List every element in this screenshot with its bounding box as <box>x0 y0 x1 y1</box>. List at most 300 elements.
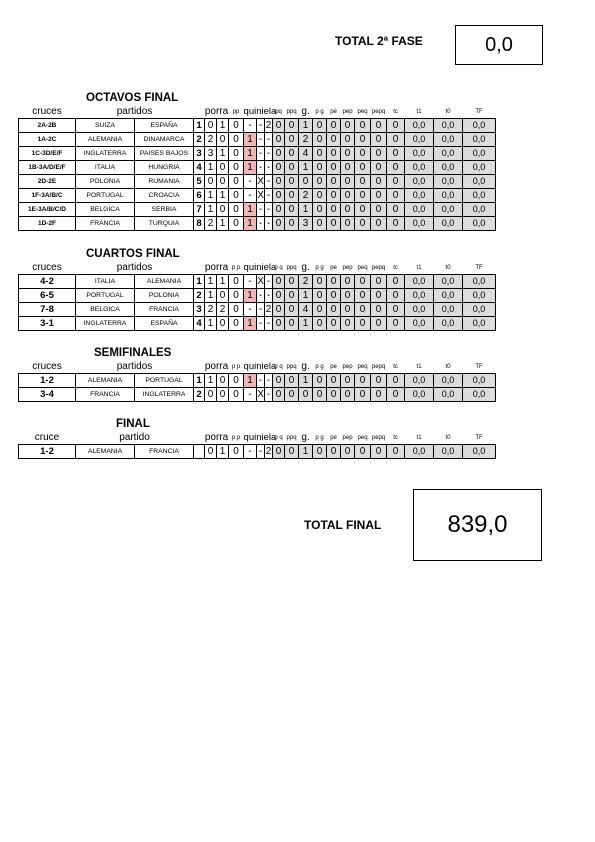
cell-tc: 0 <box>387 189 405 203</box>
cell-ppq: 0 <box>285 388 299 402</box>
cell-peq: 0 <box>355 303 371 317</box>
cruce-cell: 4-2 <box>19 275 76 289</box>
header-row <box>19 106 496 119</box>
home-team-cell: PORTUGAL <box>76 189 135 203</box>
header-pe: pe <box>330 265 337 271</box>
cell-q2: - <box>257 133 265 147</box>
cell-g: 1 <box>299 161 313 175</box>
porra-score-cell: 0 <box>205 175 217 189</box>
cell-pe: 0 <box>327 133 341 147</box>
match-number-cell: 1 <box>194 119 205 133</box>
cell-pepq: 0 <box>371 175 387 189</box>
cell-ppq: 0 <box>285 161 299 175</box>
table-row <box>19 203 496 217</box>
header-pe: pe <box>330 435 337 441</box>
cell-pg: 0 <box>313 119 327 133</box>
header-pp: pp <box>232 109 240 115</box>
header-partidos: partidos <box>116 262 153 273</box>
cell-pg: 0 <box>313 133 327 147</box>
cell-f3: 0,0 <box>463 303 496 317</box>
cell-f3: 0,0 <box>463 133 496 147</box>
header-ppq: ppq <box>286 265 297 271</box>
cell-g: 1 <box>299 203 313 217</box>
table-row <box>19 289 496 303</box>
header-TF: TF <box>475 364 483 370</box>
cell-pepq: 0 <box>371 445 387 459</box>
table-row <box>19 119 496 133</box>
cell-f2: 0,0 <box>434 189 463 203</box>
cell-pep: 0 <box>341 217 355 231</box>
cell-ppq: 0 <box>285 445 299 459</box>
header-pe: pe <box>330 109 337 115</box>
away-team-cell: FRANCIA <box>135 303 194 317</box>
header-porra: porra <box>204 361 229 372</box>
cell-ppq: 0 <box>285 203 299 217</box>
final-table <box>18 432 496 459</box>
table-row <box>19 374 496 388</box>
cell-pepq: 0 <box>371 161 387 175</box>
cell-pe: 0 <box>327 289 341 303</box>
cell-pp: 0 <box>229 275 244 289</box>
home-team-cell: INGLATERRA <box>76 317 135 331</box>
cell-q2: - <box>257 303 265 317</box>
cell-g: 2 <box>299 133 313 147</box>
header-pq-sp: p q <box>274 435 283 441</box>
header-ppq: ppq <box>286 435 297 441</box>
cell-pq: 0 <box>273 175 285 189</box>
header-pepq: pepq <box>371 109 386 115</box>
porra-score-cell: 0 <box>217 175 229 189</box>
match-number-cell: 2 <box>194 133 205 147</box>
cell-pq: 0 <box>273 147 285 161</box>
cell-f2: 0,0 <box>434 203 463 217</box>
match-number-cell: 4 <box>194 161 205 175</box>
cruce-cell: 1A-2C <box>19 133 76 147</box>
cell-pq: 0 <box>273 275 285 289</box>
header-blank <box>194 262 205 275</box>
cell-f1: 0,0 <box>405 161 434 175</box>
cell-f3: 0,0 <box>463 445 496 459</box>
porra-score-cell: 0 <box>217 133 229 147</box>
cell-pe: 0 <box>327 445 341 459</box>
cell-tc: 0 <box>387 203 405 217</box>
cell-tc: 0 <box>387 217 405 231</box>
header-pep: pep <box>342 364 353 370</box>
cell-f3: 0,0 <box>463 147 496 161</box>
cell-pe: 0 <box>327 161 341 175</box>
cell-q2: X <box>257 190 264 201</box>
away-team-cell: CROACIA <box>135 189 194 203</box>
cruce-cell: 1C-3D/E/F <box>19 147 76 161</box>
cell-f1: 0,0 <box>405 217 434 231</box>
porra-score-cell: 1 <box>205 374 217 388</box>
away-team-cell: FRANCIA <box>135 445 194 459</box>
semis-title: SEMIFINALES <box>94 347 172 359</box>
cell-f2: 0,0 <box>434 374 463 388</box>
cell-pq: 0 <box>273 317 285 331</box>
cell-q3: - <box>265 147 273 161</box>
cell-q3: - <box>265 175 273 189</box>
header-ppq: ppq <box>286 109 297 115</box>
cell-peq: 0 <box>355 289 371 303</box>
header-pp-sp: p p <box>231 265 241 271</box>
match-number-cell: 7 <box>194 203 205 217</box>
cell-q2: - <box>257 445 265 459</box>
cell-q3: - <box>265 189 273 203</box>
cell-tc: 0 <box>387 289 405 303</box>
cell-q2: - <box>257 119 265 133</box>
cell-q3: - <box>265 374 273 388</box>
header-t0: t0 <box>445 109 451 115</box>
table-row <box>19 147 496 161</box>
cruce-cell: 1-2 <box>19 374 76 388</box>
header-tc: tc <box>393 109 398 115</box>
cell-q1: - <box>244 119 257 133</box>
cell-pg: 0 <box>313 445 327 459</box>
porra-score-cell: 0 <box>205 445 217 459</box>
cell-f1: 0,0 <box>405 133 434 147</box>
cell-pp: 0 <box>229 388 244 402</box>
cell-q3: - <box>265 317 273 331</box>
cell-pe: 0 <box>327 275 341 289</box>
header-pep: pep <box>342 265 353 271</box>
cell-pg: 0 <box>313 189 327 203</box>
cruce-cell: 6-5 <box>19 289 76 303</box>
cell-ppq: 0 <box>285 147 299 161</box>
cell-f1: 0,0 <box>405 203 434 217</box>
cell-f1: 0,0 <box>405 303 434 317</box>
header-row <box>19 432 496 445</box>
cell-q1: 1 <box>244 217 257 231</box>
cruce-cell: 3-4 <box>19 388 76 402</box>
cell-pq: 0 <box>273 217 285 231</box>
cell-pg: 0 <box>313 175 327 189</box>
cell-pg: 0 <box>313 289 327 303</box>
cruce-cell: 1B-3A/D/E/F <box>19 161 76 175</box>
header-partidos: partidos <box>116 361 153 372</box>
away-team-cell: PAISES BAJOS <box>135 147 194 161</box>
porra-score-cell: 1 <box>217 147 229 161</box>
cell-pq: 0 <box>273 445 285 459</box>
cell-pg: 0 <box>313 388 327 402</box>
cell-pepq: 0 <box>371 203 387 217</box>
away-team-cell: ALEMANIA <box>135 275 194 289</box>
cell-f3: 0,0 <box>463 217 496 231</box>
cell-pq: 0 <box>273 388 285 402</box>
cell-f2: 0,0 <box>434 161 463 175</box>
cell-g: 1 <box>299 374 313 388</box>
header-pq-sp: p q <box>274 265 283 271</box>
cell-ppq: 0 <box>285 303 299 317</box>
match-number-cell: 2 <box>194 289 205 303</box>
porra-score-cell: 1 <box>205 189 217 203</box>
match-number-cell: 4 <box>194 317 205 331</box>
cell-f1: 0,0 <box>405 317 434 331</box>
octavos-table <box>18 106 496 231</box>
cell-ppq: 0 <box>285 175 299 189</box>
cell-pp: 0 <box>229 203 244 217</box>
cell-peq: 0 <box>355 388 371 402</box>
cell-peq: 0 <box>355 189 371 203</box>
cell-pp: 0 <box>229 217 244 231</box>
table-row <box>19 445 496 459</box>
cell-q3: - <box>265 203 273 217</box>
cell-peq: 0 <box>355 147 371 161</box>
cell-peq: 0 <box>355 217 371 231</box>
cell-g: 1 <box>299 317 313 331</box>
cell-pg: 0 <box>313 303 327 317</box>
cell-pep: 0 <box>341 388 355 402</box>
cell-q2: - <box>257 317 265 331</box>
cell-pe: 0 <box>327 317 341 331</box>
cell-q3: - <box>265 275 273 289</box>
cell-q3: 2 <box>265 304 272 315</box>
porra-score-cell: 1 <box>217 119 229 133</box>
cell-f1: 0,0 <box>405 445 434 459</box>
header-partido: partido <box>119 432 150 443</box>
cell-pep: 0 <box>341 147 355 161</box>
cell-pepq: 0 <box>371 133 387 147</box>
home-team-cell: PORTUGAL <box>76 289 135 303</box>
match-number-cell: 2 <box>194 388 205 402</box>
cruce-cell: 1F-3A/B/C <box>19 189 76 203</box>
cell-tc: 0 <box>387 133 405 147</box>
away-team-cell: INGLATERRA <box>135 388 194 402</box>
cell-f3: 0,0 <box>463 119 496 133</box>
cell-pg: 0 <box>313 374 327 388</box>
cell-f1: 0,0 <box>405 175 434 189</box>
cell-f2: 0,0 <box>434 275 463 289</box>
cell-f1: 0,0 <box>405 119 434 133</box>
cell-f2: 0,0 <box>434 388 463 402</box>
cell-pg: 0 <box>313 317 327 331</box>
porra-score-cell: 0 <box>217 374 229 388</box>
header-pq: pq <box>275 109 282 115</box>
header-g: g. <box>301 262 310 273</box>
header-peq: peq <box>357 265 368 271</box>
cell-pq: 0 <box>273 303 285 317</box>
cell-tc: 0 <box>387 119 405 133</box>
cell-g: 2 <box>299 189 313 203</box>
cell-pp: 0 <box>229 374 244 388</box>
away-team-cell: TURQUIA <box>135 217 194 231</box>
cell-q1: - <box>244 175 257 189</box>
home-team-cell: BELGICA <box>76 203 135 217</box>
final-title: FINAL <box>116 418 150 430</box>
cell-f1: 0,0 <box>405 275 434 289</box>
cell-ppq: 0 <box>285 119 299 133</box>
header-porra: porra <box>204 262 229 273</box>
home-team-cell: FRANCIA <box>76 217 135 231</box>
cell-q1: 1 <box>244 161 257 175</box>
porra-score-cell: 2 <box>205 217 217 231</box>
away-team-cell: ESPAÑA <box>135 317 194 331</box>
cell-f3: 0,0 <box>463 189 496 203</box>
cruce-cell: 1E-3A/B/C/D <box>19 203 76 217</box>
header-g: g. <box>301 432 310 443</box>
home-team-cell: SUIZA <box>76 119 135 133</box>
porra-score-cell: 1 <box>217 445 229 459</box>
porra-score-cell: 0 <box>217 203 229 217</box>
header-pp-sp: p p <box>231 364 241 370</box>
porra-score-cell: 0 <box>205 388 217 402</box>
porra-score-cell: 0 <box>217 317 229 331</box>
cell-f2: 0,0 <box>434 217 463 231</box>
match-number-cell: 3 <box>194 147 205 161</box>
cell-q3: - <box>265 133 273 147</box>
cell-f2: 0,0 <box>434 175 463 189</box>
header-g: g. <box>301 106 310 117</box>
match-number-cell: 3 <box>194 303 205 317</box>
header-quiniela: quiniela <box>243 432 277 443</box>
home-team-cell: ALEMANIA <box>76 133 135 147</box>
cell-pp: 0 <box>229 317 244 331</box>
cell-pg: 0 <box>313 147 327 161</box>
header-tc: tc <box>393 364 398 370</box>
header-pe: pe <box>330 364 337 370</box>
cell-q3: - <box>265 161 273 175</box>
porra-score-cell: 1 <box>217 217 229 231</box>
home-team-cell: FRANCIA <box>76 388 135 402</box>
match-number-cell: 1 <box>194 374 205 388</box>
cell-ppq: 0 <box>285 189 299 203</box>
away-team-cell: SERBIA <box>135 203 194 217</box>
cell-g: 1 <box>299 119 313 133</box>
cuartos-table <box>18 262 496 331</box>
cell-g: 4 <box>299 147 313 161</box>
header-porra: porra <box>204 106 229 117</box>
cell-g: 0 <box>299 388 313 402</box>
header-t0: t0 <box>445 435 451 441</box>
cell-pg: 0 <box>313 217 327 231</box>
porra-score-cell: 2 <box>217 303 229 317</box>
cell-pepq: 0 <box>371 289 387 303</box>
cell-pep: 0 <box>341 161 355 175</box>
cell-pep: 0 <box>341 133 355 147</box>
header-row <box>19 361 496 374</box>
table-row <box>19 161 496 175</box>
cell-g: 1 <box>299 445 313 459</box>
cell-f1: 0,0 <box>405 147 434 161</box>
header-g: g. <box>301 361 310 372</box>
cell-f2: 0,0 <box>434 147 463 161</box>
cell-pep: 0 <box>341 374 355 388</box>
cell-pp: 0 <box>229 133 244 147</box>
match-number-cell: 1 <box>194 275 205 289</box>
cell-q2: X <box>257 276 264 287</box>
cuartos-title: CUARTOS FINAL <box>86 248 180 260</box>
cell-pep: 0 <box>341 289 355 303</box>
cell-q1: 1 <box>244 133 257 147</box>
cell-q2: X <box>257 389 264 400</box>
header-pepq: pepq <box>371 364 386 370</box>
porra-score-cell: 0 <box>217 388 229 402</box>
cell-f1: 0,0 <box>405 289 434 303</box>
away-team-cell: POLONIA <box>135 289 194 303</box>
header-t1: t1 <box>416 364 422 370</box>
cell-f3: 0,0 <box>463 388 496 402</box>
home-team-cell: ALEMANIA <box>76 445 135 459</box>
away-team-cell: ESPAÑA <box>135 119 194 133</box>
home-team-cell: ITALIA <box>76 161 135 175</box>
cell-pep: 0 <box>341 275 355 289</box>
cell-pq: 0 <box>273 161 285 175</box>
home-team-cell: INGLATERRA <box>76 147 135 161</box>
cell-f2: 0,0 <box>434 133 463 147</box>
header-blank <box>194 106 205 119</box>
cell-q1: - <box>244 445 257 459</box>
porra-score-cell: 1 <box>205 317 217 331</box>
cell-pg: 0 <box>313 275 327 289</box>
cell-tc: 0 <box>387 374 405 388</box>
cell-q1: 1 <box>244 317 257 331</box>
porra-score-cell: 0 <box>217 289 229 303</box>
cell-ppq: 0 <box>285 289 299 303</box>
cell-peq: 0 <box>355 161 371 175</box>
header-peq: peq <box>357 109 368 115</box>
cell-g: 0 <box>299 175 313 189</box>
cell-ppq: 0 <box>285 275 299 289</box>
header-pg: p g <box>315 109 324 115</box>
total-2-fase-label: TOTAL 2ª FASE <box>335 34 423 48</box>
away-team-cell: PORTUGAL <box>135 374 194 388</box>
cell-q1: 1 <box>244 203 257 217</box>
cell-pep: 0 <box>341 303 355 317</box>
table-row <box>19 217 496 231</box>
cell-pepq: 0 <box>371 119 387 133</box>
cell-pe: 0 <box>327 303 341 317</box>
cell-q1: - <box>244 189 257 203</box>
cell-g: 3 <box>299 217 313 231</box>
cell-f2: 0,0 <box>434 445 463 459</box>
cell-q1: - <box>244 303 257 317</box>
match-number-cell: 6 <box>194 189 205 203</box>
header-cruces: cruces <box>32 106 62 117</box>
cell-pq: 0 <box>273 189 285 203</box>
cell-q1: 1 <box>244 289 257 303</box>
header-pg: p g <box>315 265 324 271</box>
total-final-value: 839,0 <box>413 489 542 561</box>
header-quiniela: quiniela <box>243 361 277 372</box>
header-pg: p g <box>315 435 324 441</box>
cruce-cell: 3-1 <box>19 317 76 331</box>
cell-pp: 0 <box>229 445 244 459</box>
cell-f3: 0,0 <box>463 374 496 388</box>
cell-peq: 0 <box>355 119 371 133</box>
cell-pe: 0 <box>327 217 341 231</box>
table-row <box>19 317 496 331</box>
table-row <box>19 175 496 189</box>
header-t1: t1 <box>416 265 422 271</box>
porra-score-cell: 1 <box>217 275 229 289</box>
cell-pepq: 0 <box>371 147 387 161</box>
header-ppq: ppq <box>286 364 297 370</box>
cell-q1: 1 <box>244 374 257 388</box>
header-peq: peq <box>357 435 368 441</box>
cruce-cell: 2D-2E <box>19 175 76 189</box>
header-porra: porra <box>204 432 229 443</box>
cell-pp: 0 <box>229 161 244 175</box>
cell-q3: 2 <box>265 446 272 457</box>
cell-q1: - <box>244 275 257 289</box>
cell-pepq: 0 <box>371 388 387 402</box>
cell-q1: 1 <box>244 147 257 161</box>
cell-tc: 0 <box>387 161 405 175</box>
match-number-cell: 8 <box>194 217 205 231</box>
cell-tc: 0 <box>387 317 405 331</box>
cell-q2: - <box>257 374 265 388</box>
table-row <box>19 388 496 402</box>
